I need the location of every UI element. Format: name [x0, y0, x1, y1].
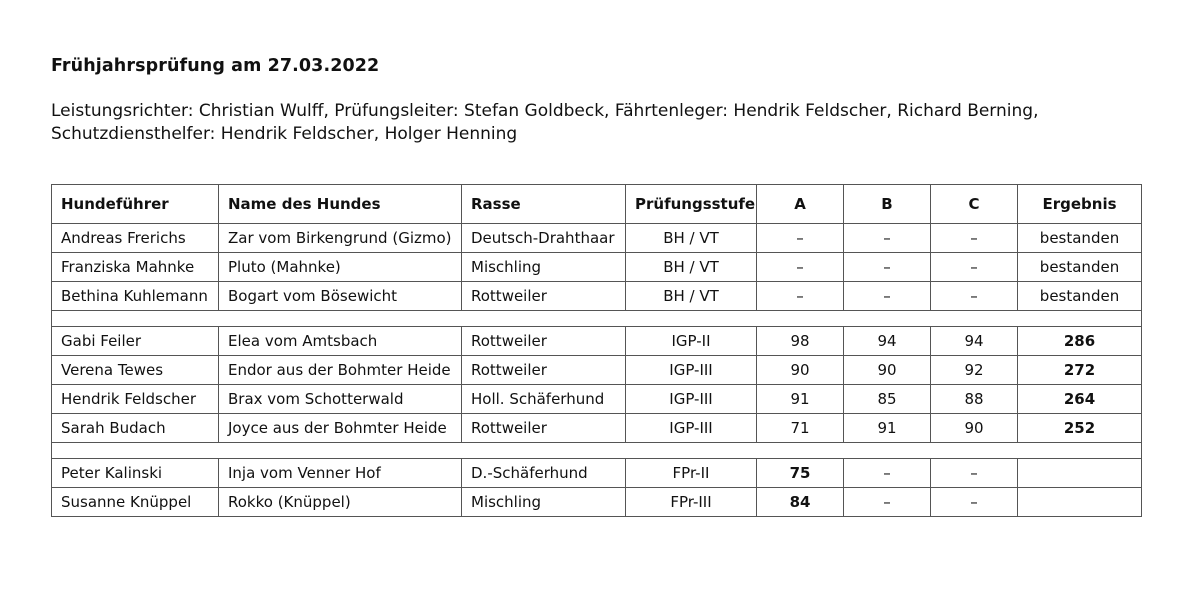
- cell-breed: Rottweiler: [462, 414, 626, 443]
- cell-handler: Gabi Feiler: [52, 327, 219, 356]
- header-level: Prüfungsstufe: [626, 185, 757, 224]
- table-row: [52, 253, 1142, 282]
- cell-level: BH / VT: [626, 253, 757, 282]
- separator-cell: [52, 311, 1142, 327]
- header-row: [52, 185, 1142, 224]
- cell-handler: Verena Tewes: [52, 356, 219, 385]
- cell-level: FPr-II: [626, 459, 757, 488]
- table-row: [52, 327, 1142, 356]
- cell-level: IGP-III: [626, 414, 757, 443]
- cell-handler: Andreas Frerichs: [52, 224, 219, 253]
- cell-c: 94: [931, 327, 1018, 356]
- cell-result-total: 264: [1018, 385, 1142, 414]
- cell-breed: Mischling: [462, 488, 626, 517]
- cell-b: 90: [844, 356, 931, 385]
- cell-breed: Rottweiler: [462, 356, 626, 385]
- cell-b: –: [844, 459, 931, 488]
- table-row: [52, 488, 1142, 517]
- cell-a: –: [757, 253, 844, 282]
- cell-c: –: [931, 253, 1018, 282]
- cell-a: 75: [757, 459, 844, 488]
- cell-breed: Mischling: [462, 253, 626, 282]
- table-row: [52, 414, 1142, 443]
- header-a: A: [757, 185, 844, 224]
- cell-handler: Bethina Kuhlemann: [52, 282, 219, 311]
- cell-breed: D.-Schäferhund: [462, 459, 626, 488]
- cell-breed: Rottweiler: [462, 282, 626, 311]
- cell-b: 85: [844, 385, 931, 414]
- cell-handler: Susanne Knüppel: [52, 488, 219, 517]
- cell-dog-name: Brax vom Schotterwald: [219, 385, 462, 414]
- header-dog-name: Name des Hundes: [219, 185, 462, 224]
- cell-a: 84: [757, 488, 844, 517]
- cell-c: –: [931, 224, 1018, 253]
- cell-a: 71: [757, 414, 844, 443]
- cell-level: BH / VT: [626, 282, 757, 311]
- cell-c: –: [931, 282, 1018, 311]
- cell-dog-name: Joyce aus der Bohmter Heide: [219, 414, 462, 443]
- cell-result: bestanden: [1018, 253, 1142, 282]
- staff-line: Leistungsrichter: Christian Wulff, Prüfungsleiter: Stefan Goldbeck, Fährtenleger: Hendrik Feldscher, Richard Berning, Schutzdiensthelfer: Hendrik Feldscher, Holger Henning: [51, 101, 1039, 144]
- cell-c: 88: [931, 385, 1018, 414]
- group-separator-row: [52, 311, 1142, 327]
- cell-dog-name: Pluto (Mahnke): [219, 253, 462, 282]
- cell-b: –: [844, 253, 931, 282]
- cell-b: –: [844, 282, 931, 311]
- header-c: C: [931, 185, 1018, 224]
- cell-result-total: 252: [1018, 414, 1142, 443]
- cell-handler: Franziska Mahnke: [52, 253, 219, 282]
- group-separator-row: [52, 443, 1142, 459]
- table-row: [52, 224, 1142, 253]
- cell-breed: Rottweiler: [462, 327, 626, 356]
- cell-dog-name: Rokko (Knüppel): [219, 488, 462, 517]
- cell-level: IGP-III: [626, 385, 757, 414]
- results-table: [51, 184, 1142, 517]
- separator-cell: [52, 443, 1142, 459]
- cell-handler: Peter Kalinski: [52, 459, 219, 488]
- cell-result: bestanden: [1018, 282, 1142, 311]
- header-b: B: [844, 185, 931, 224]
- cell-c: 90: [931, 414, 1018, 443]
- cell-b: –: [844, 488, 931, 517]
- cell-a: 90: [757, 356, 844, 385]
- cell-breed: Holl. Schäferhund: [462, 385, 626, 414]
- cell-level: IGP-II: [626, 327, 757, 356]
- cell-b: –: [844, 224, 931, 253]
- cell-level: BH / VT: [626, 224, 757, 253]
- cell-result: [1018, 488, 1142, 517]
- cell-level: IGP-III: [626, 356, 757, 385]
- cell-breed: Deutsch-Drahthaar: [462, 224, 626, 253]
- cell-result: [1018, 459, 1142, 488]
- cell-a: 91: [757, 385, 844, 414]
- header-handler: Hundeführer: [52, 185, 219, 224]
- cell-dog-name: Inja vom Venner Hof: [219, 459, 462, 488]
- cell-b: 91: [844, 414, 931, 443]
- cell-level: FPr-III: [626, 488, 757, 517]
- header-breed: Rasse: [462, 185, 626, 224]
- cell-a: 98: [757, 327, 844, 356]
- page-title: Frühjahrsprüfung am 27.03.2022: [51, 56, 380, 76]
- cell-result-total: 286: [1018, 327, 1142, 356]
- cell-handler: Hendrik Feldscher: [52, 385, 219, 414]
- cell-dog-name: Endor aus der Bohmter Heide: [219, 356, 462, 385]
- table-row: [52, 356, 1142, 385]
- cell-result: bestanden: [1018, 224, 1142, 253]
- cell-result-total: 272: [1018, 356, 1142, 385]
- cell-c: –: [931, 488, 1018, 517]
- cell-dog-name: Bogart vom Bösewicht: [219, 282, 462, 311]
- cell-a: –: [757, 282, 844, 311]
- cell-dog-name: Elea vom Amtsbach: [219, 327, 462, 356]
- header-result: Ergebnis: [1018, 185, 1142, 224]
- cell-handler: Sarah Budach: [52, 414, 219, 443]
- cell-c: –: [931, 459, 1018, 488]
- cell-b: 94: [844, 327, 931, 356]
- table-row: [52, 459, 1142, 488]
- cell-a: –: [757, 224, 844, 253]
- table-row: [52, 385, 1142, 414]
- cell-c: 92: [931, 356, 1018, 385]
- table-row: [52, 282, 1142, 311]
- cell-dog-name: Zar vom Birkengrund (Gizmo): [219, 224, 462, 253]
